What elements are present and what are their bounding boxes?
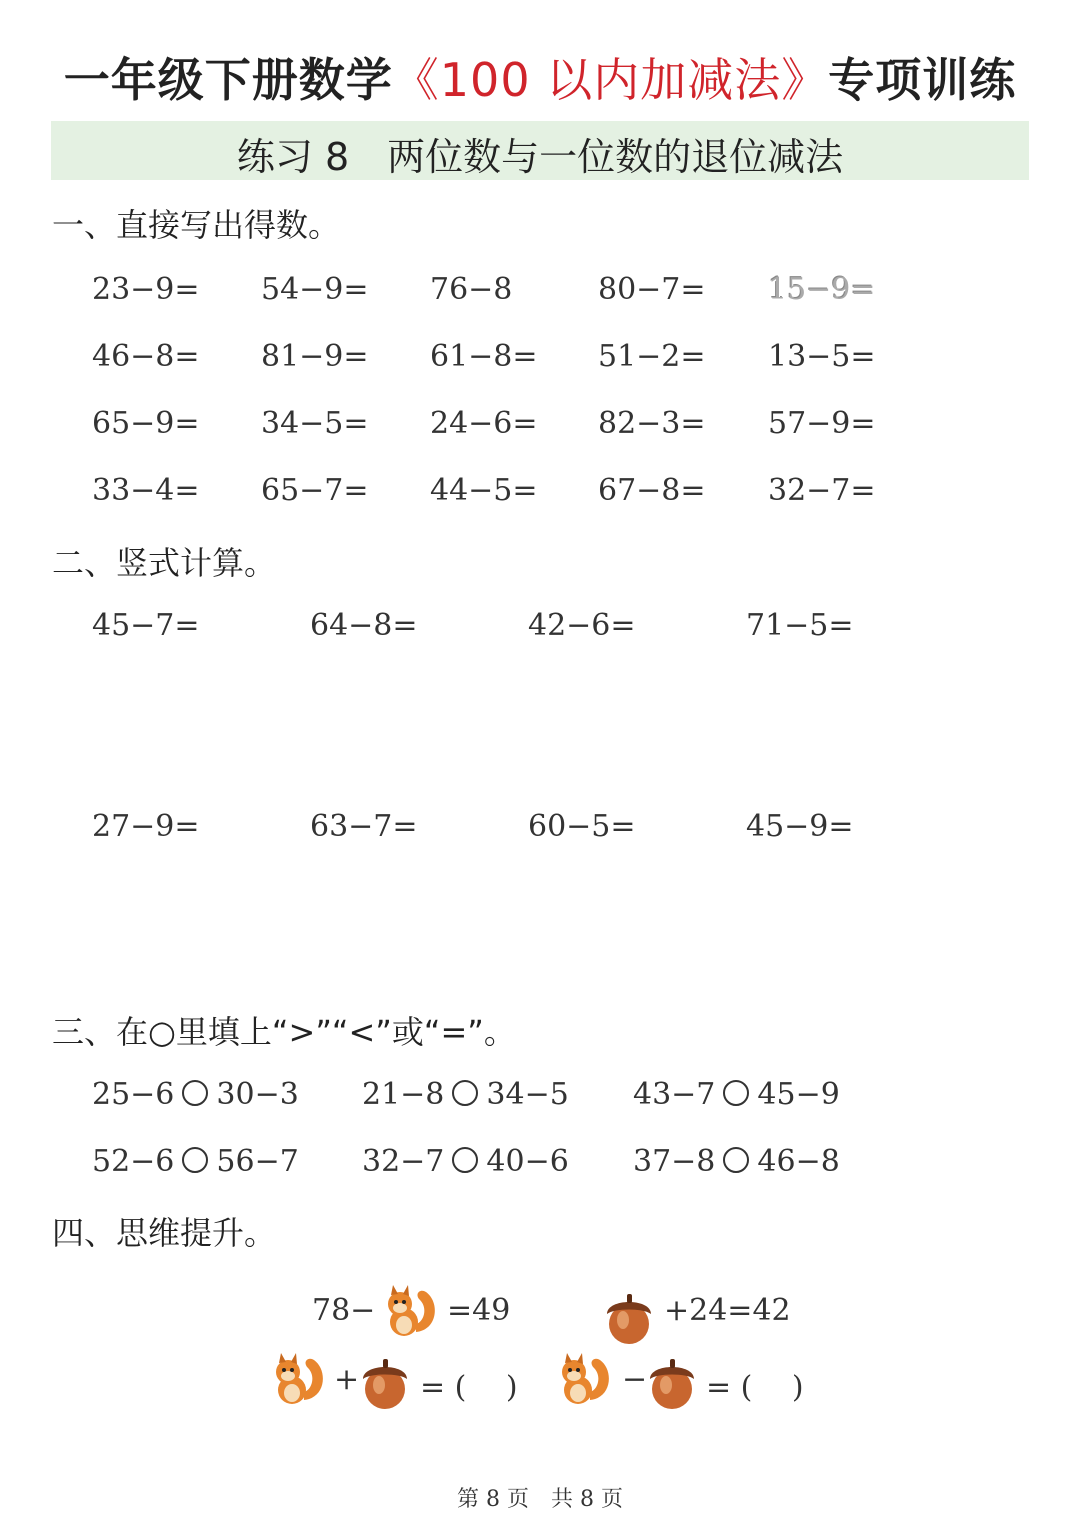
title-prefix: 一年级下册数学 [63, 53, 393, 107]
oral-problem: 24−6= [430, 406, 538, 441]
oral-problem: 33−4= [92, 473, 200, 508]
squirrel-icon [264, 1350, 328, 1414]
comparison-item [92, 1077, 299, 1112]
oral-problem: 46−8= [92, 339, 200, 374]
comparison-item [633, 1144, 840, 1179]
compare-circle-blank[interactable] [723, 1147, 749, 1173]
oral-problem: 44−5= [430, 473, 538, 508]
comparison-left: 52−6 [92, 1144, 175, 1179]
eq1-left: 78− [312, 1293, 376, 1328]
comparison-left: 25−6 [92, 1077, 175, 1112]
oral-problem: 65−9= [92, 406, 200, 441]
compare-circle-blank[interactable] [452, 1080, 478, 1106]
vertical-problem: 27−9= [92, 809, 200, 844]
oral-problem: 15−9= [768, 272, 876, 307]
vertical-problem: 42−6= [528, 608, 636, 643]
comparison-right: 46−8 [757, 1144, 840, 1179]
eq1-right: =49 [447, 1293, 511, 1328]
oral-problem: 32−7= [768, 473, 876, 508]
oral-problem: 80−7= [598, 272, 706, 307]
comparison-left: 21−8 [362, 1077, 445, 1112]
comparison-item [362, 1144, 569, 1179]
comparison-right: 56−7 [216, 1144, 299, 1179]
comparison-left: 37−8 [633, 1144, 716, 1179]
oral-problem: 34−5= [261, 406, 369, 441]
vertical-problem: 60−5= [528, 809, 636, 844]
vertical-problem: 71−5= [746, 608, 854, 643]
compare-circle-blank[interactable] [723, 1080, 749, 1106]
section4-heading: 四、思维提升。 [52, 1214, 277, 1252]
vertical-problem: 64−8= [310, 608, 418, 643]
section2-heading: 二、竖式计算。 [52, 544, 277, 582]
blank-answer-2[interactable]: = ( ) [706, 1370, 804, 1405]
comparison-item [633, 1077, 840, 1112]
page-footer: 第 8 页 共 8 页 [457, 1487, 623, 1512]
comparison-right: 30−3 [216, 1077, 299, 1112]
oral-problem: 81−9= [261, 339, 369, 374]
plus-sign: + [334, 1362, 360, 1397]
comparison-left: 32−7 [362, 1144, 445, 1179]
oral-problem: 13−5= [768, 339, 876, 374]
oral-problem: 54−9= [261, 272, 369, 307]
comparison-right: 40−6 [486, 1144, 569, 1179]
acorn-icon [602, 1290, 656, 1350]
vertical-problem: 45−7= [92, 608, 200, 643]
minus-sign: − [622, 1362, 648, 1397]
oral-problem: 61−8= [430, 339, 538, 374]
oral-problem: 23−9= [92, 272, 200, 307]
title-suffix: 专项训练 [828, 53, 1017, 107]
oral-problem: 51−2= [598, 339, 706, 374]
section3-heading: 三、在○里填上“>”“<”或“=”。 [52, 1013, 516, 1051]
comparison-item [92, 1144, 299, 1179]
oral-problem: 82−3= [598, 406, 706, 441]
acorn-icon [358, 1355, 412, 1415]
compare-circle-blank[interactable] [452, 1147, 478, 1173]
oral-problem: 67−8= [598, 473, 706, 508]
comparison-item [362, 1077, 569, 1112]
eq2-right: +24=42 [664, 1293, 791, 1328]
comparison-right: 45−9 [757, 1077, 840, 1112]
title-red: 《100 以内加减法》 [392, 53, 829, 107]
compare-circle-blank[interactable] [182, 1147, 208, 1173]
vertical-problem: 45−9= [746, 809, 854, 844]
oral-problem: 76−8 [430, 272, 513, 307]
comparison-right: 34−5 [486, 1077, 569, 1112]
squirrel-icon [550, 1350, 614, 1414]
oral-problem: 57−9= [768, 406, 876, 441]
oral-problem: 65−7= [261, 473, 369, 508]
vertical-problem: 63−7= [310, 809, 418, 844]
comparison-left: 43−7 [633, 1077, 716, 1112]
squirrel-icon [376, 1282, 440, 1346]
exercise-subtitle: 练习 8 两位数与一位数的退位减法 [236, 135, 844, 179]
acorn-icon [645, 1355, 699, 1415]
compare-circle-blank[interactable] [182, 1080, 208, 1106]
section1-heading: 一、直接写出得数。 [52, 206, 341, 244]
blank-answer-1[interactable]: = ( ) [420, 1370, 518, 1405]
page-title [0, 44, 1080, 110]
